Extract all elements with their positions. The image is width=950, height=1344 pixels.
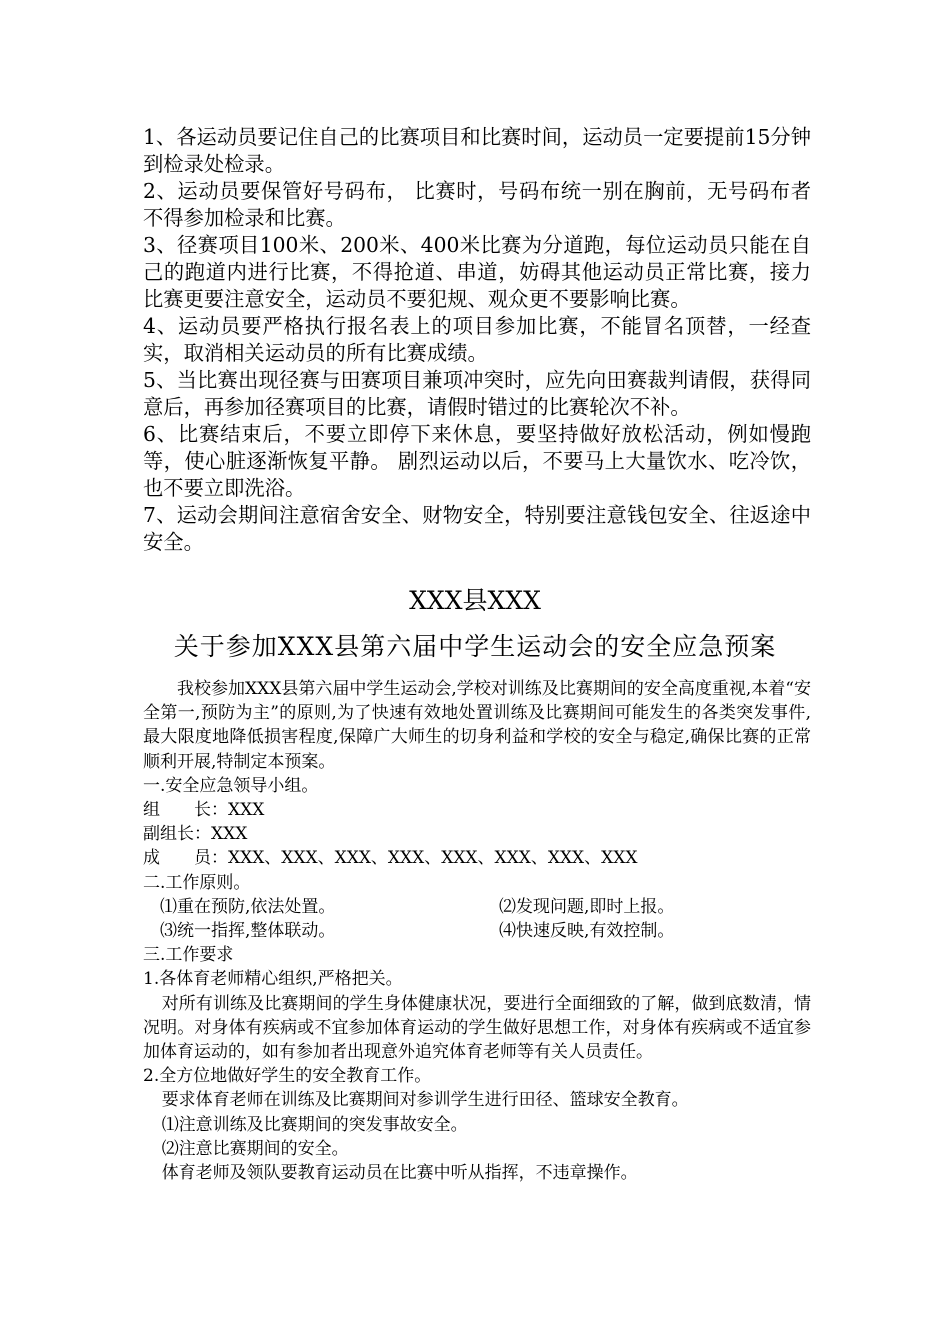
rule-4: 4、运动员要严格执行报名表上的项目参加比赛，不能冒名顶替，一经查实，取消相关运动员的所有比赛成绩。 — [143, 314, 811, 365]
rule-6: 6、比赛结束后，不要立即停下来休息，要坚持做好放松活动，例如慢跑等，使心脏逐渐恢复平静。 剧烈运动以后，不要马上大量饮水、吃冷饮，也不要立即洗浴。 — [143, 422, 811, 500]
section-3-heading: 三.工作要求 — [143, 945, 234, 966]
rule-1: 1、各运动员要记住自己的比赛项目和比赛时间，运动员一定要提前15分钟到检录处检录。 — [143, 125, 811, 176]
rule-3: 3、径赛项目100米、200米、400米比赛为分道跑，每位运动员只能在自己的跑道内进行比赛，不得抢道、串道，妨碍其他运动员正常比赛，接力比赛更要注意安全，运动员不要犯规、观众更不要影响比赛。 — [143, 233, 811, 311]
requirement-2-item-b: ⑵注意比赛期间的安全。 — [161, 1138, 349, 1159]
requirement-2-body: 要求体育老师在训练及比赛期间对参训学生进行田径、篮球安全教育。 — [161, 1090, 689, 1111]
organization-heading: XXX县XXX — [409, 586, 541, 615]
members-line: 成 员：XXX、XXX、XXX、XXX、XXX、XXX、XXX、XXX — [143, 848, 638, 869]
principles-row-1 — [143, 895, 811, 919]
leader-line: 组 长：XXX — [143, 800, 265, 821]
principle-3: ⑶统一指挥,整体联动。 — [160, 921, 336, 942]
rules-list — [143, 124, 811, 556]
rule-7: 7、运动会期间注意宿舍安全、财物安全，特别要注意钱包安全、往返途中安全。 — [143, 503, 811, 554]
requirement-1-body: 对所有训练及比赛期间的学生身体健康状况，要进行全面细致的了解，做到底数清，情况明。对身体有疾病或不宜参加体育运动的学生做好思想工作，对身体有疾病或不适宜参加体育运动的，如有参加者出现意外追究体育老师等有关人员责任。 — [143, 993, 811, 1063]
requirement-2-item-a: ⑴注意训练及比赛期间的突发事故安全。 — [161, 1114, 468, 1135]
rule-2: 2、运动员要保管好号码布， 比赛时，号码布统一别在胸前，无号码布者不得参加检录和比赛。 — [143, 179, 811, 230]
rule-5: 5、当比赛出现径赛与田赛项目兼项冲突时，应先向田赛裁判请假，获得同意后，再参加径赛项目的比赛，请假时错过的比赛轮次不补。 — [143, 368, 811, 419]
requirement-1-title: 1.各体育老师精心组织,严格把关。 — [143, 969, 403, 990]
requirement-2-item-c: 体育老师及领队要教育运动员在比赛中听从指挥，不违章操作。 — [161, 1163, 638, 1184]
principle-4: ⑷快速反映,有效控制。 — [499, 921, 675, 942]
principle-1: ⑴重在预防,依法处置。 — [160, 896, 336, 917]
principle-2: ⑵发现问题,即时上报。 — [499, 896, 675, 917]
requirement-2-title: 2.全方位地做好学生的安全教育工作。 — [143, 1066, 432, 1087]
section-2-heading: 二.工作原则。 — [143, 872, 251, 893]
document-title: 关于参加XXX县第六届中学生运动会的安全应急预案 — [173, 632, 777, 661]
section-1-heading: 一.安全应急领导小组。 — [143, 775, 319, 796]
intro-paragraph: 我校参加XXX县第六届中学生运动会,学校对训练及比赛期间的安全高度重视,本着“安全第一,预防为主”的原则,为了快速有效地处置训练及比赛期间可能发生的各类突发事件,最大限度地降低损害程度,保障广大师生的切身利益和学校的安全与稳定,确保比赛的正常顺利开展,特制定本预案。 — [143, 679, 811, 772]
deputy-line: 副组长：XXX — [143, 824, 248, 845]
principles-row-2 — [143, 919, 811, 943]
plan-body — [143, 677, 811, 1185]
